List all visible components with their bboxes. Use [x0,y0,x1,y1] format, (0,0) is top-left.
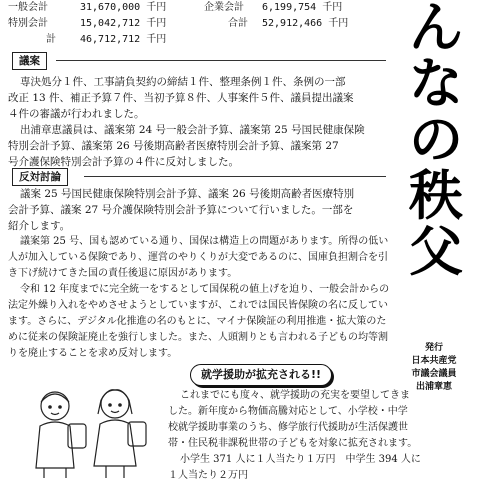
publisher-line: 日本共産党 [411,356,457,366]
budget-row [0,0,388,16]
budget-value: 31,670,000 千円 [80,2,167,13]
text-line: １人当たり２万円 [168,470,248,481]
masthead-char: ん [409,0,463,59]
text-line: 議案第 25 号、国も認めている通り、国保は構造上の問題があります。所得の低い [20,236,389,247]
text-line: めに従来の保険証廃止を強行しました。また、人頭割りとも言われる子どもの均等割 [8,332,388,343]
students-illustration [10,378,160,480]
banner-wrap [190,364,332,386]
text-line: 紹介します。 [8,220,71,232]
budget-label: 合計 [228,18,248,29]
text-line: 号介護保険特別会計予算の４件に反対しました。 [8,156,239,168]
section-divider [84,176,386,177]
text-line: 専決処分１件、工事請負契約の締結１件、整理条例１件、条例の一部 [20,76,346,88]
publisher-line: 出浦章恵 [415,382,452,392]
budget-row [0,32,388,48]
text-line: 校就学援助事業のうち、修学旅行代援助が生活保護世 [168,422,408,433]
budget-value: 6,199,754 千円 [262,2,343,13]
masthead-char: 父 [409,220,463,283]
giketsu-paragraph [8,74,384,170]
budget-value: 46,712,712 千円 [80,34,167,45]
budget-value: 52,912,466 千円 [262,18,349,29]
text-line: した。新年度から物価高騰対応として、小学校・中学 [168,406,408,417]
text-line: 小学生 371 人に１人当たり１万円 中学生 394 人に [180,454,421,465]
budget-label: 計 [46,34,56,45]
text-line: 議案 25 号国民健康保険特別会計予算、議案 26 号後期高齢者医療特別 [20,188,355,200]
budget-label: 特別会計 [8,18,48,29]
text-line: 令和 12 年度までに完全統一をするとして国保税の値上げを迫り、一般会計からの [20,284,390,295]
text-line: 特別会計予算、議案第 26 号後期高齢者医療特別会計予算、議案第 27 [8,140,339,152]
budget-row [0,16,388,32]
text-line: 出浦章恵議員は、議案第 24 号一般会計予算、議案第 25 号国民健康保険 [20,124,365,136]
text-line: 帯・住民税非課税世帯の子どもを対象に拡充されます。 [168,438,418,449]
masthead-char: 秩 [409,164,463,227]
section-heading: 反対討論 [12,168,68,186]
text-line: 法定外繰り入れをやめさせようとしていますが、これでは国民皆保険の名に反してい [8,300,388,311]
masthead-char: な [409,52,463,115]
text-line: これまでにも度々、就学援助の充実を要望してきま [180,390,410,401]
publisher-line: 市議会議員 [411,369,457,379]
publisher-info [392,342,476,394]
text-line: 人が加入している保険であり、運営のやりくりが大変であるのに、国庫負担割合を引 [8,252,388,263]
masthead-char: の [409,108,463,171]
shugaku-paragraph [168,388,421,484]
text-line: き下げ続けてきた国の責任後退に原因があります。 [8,268,238,279]
text-line: ます。さらに、デジタル化推進の名のもとに、マイナ保険証の利用推進・拡大策のた [8,316,387,327]
shugaku-banner: 就学援助が拡充される!! [190,364,332,386]
section-divider [56,60,386,61]
budget-value: 15,042,712 千円 [80,18,167,29]
text-line: ４件の審議が行われました。 [8,108,145,120]
publisher-line: 発行 [424,343,443,353]
text-line: 改正 13 件、補正予算７件、当初予算８件、人事案件５件、議員提出議案 [8,92,354,104]
budget-label: 一般会計 [8,2,48,13]
hantai-paragraph [8,186,390,362]
budget-label: 企業会計 [204,2,244,13]
text-line: りを廃止することを求め反対します。 [8,348,178,359]
text-line: 会計予算、議案 27 号介護保険特別会計予算について行いました。一部を [8,204,354,216]
section-heading: 議案 [12,52,47,70]
masthead-title [392,0,480,283]
